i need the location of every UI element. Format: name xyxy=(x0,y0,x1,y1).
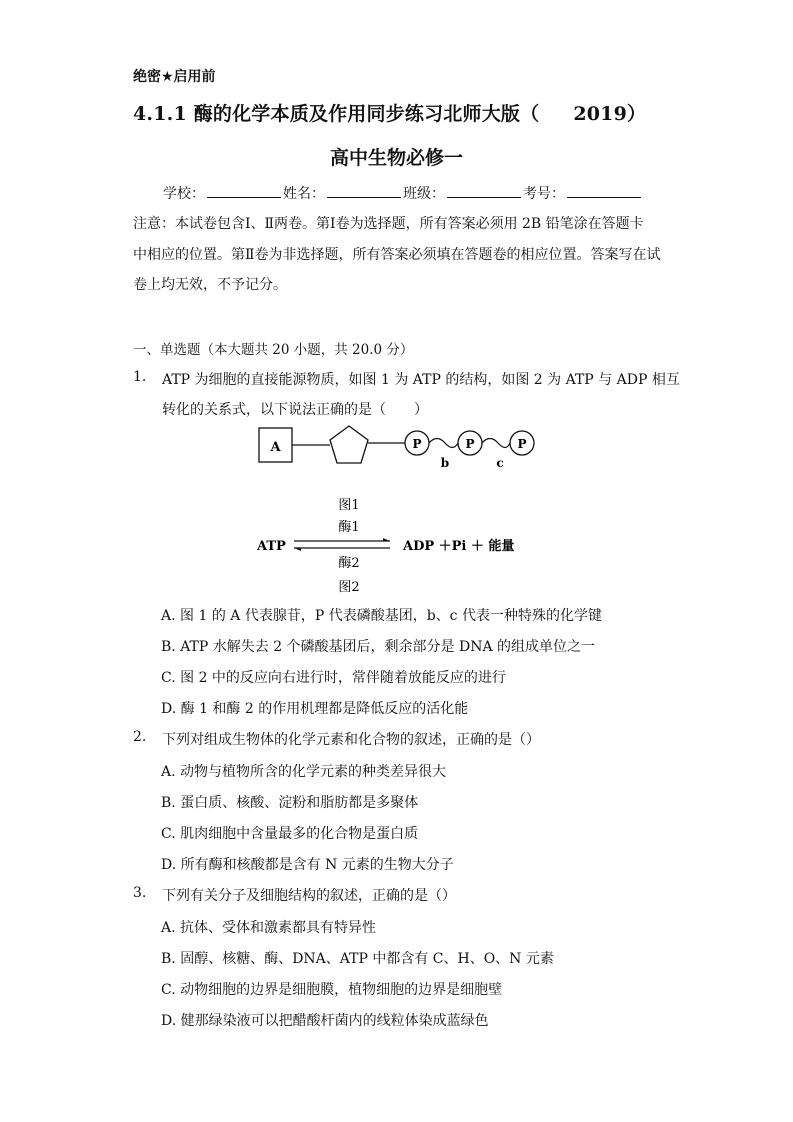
option-d[interactable]: D. 健那绿染液可以把醋酸杆菌内的线粒体染成蓝绿色 xyxy=(161,1013,489,1029)
school-label: 学校： xyxy=(163,186,205,202)
figure1-caption: 图1 xyxy=(338,498,360,513)
question-number: 2. xyxy=(133,729,147,745)
bond-b-label: b xyxy=(440,456,450,470)
figure2-caption: 图2 xyxy=(338,580,360,595)
title-line-1 xyxy=(133,99,646,126)
option-b[interactable]: B. ATP 水解失去 2 个磷酸基团后，剩余部分是 DNA 的组成单位之一 xyxy=(161,639,596,655)
enzyme1-label: 酶1 xyxy=(338,520,360,535)
name-blank[interactable] xyxy=(327,184,401,198)
name-label: 姓名： xyxy=(283,186,325,202)
title-part-b: 2019） xyxy=(573,103,647,125)
atp-adp-reaction-figure xyxy=(250,512,540,597)
number-blank[interactable] xyxy=(567,184,641,198)
title-line-2: 高中生物必修一 xyxy=(329,147,463,169)
student-info-row xyxy=(163,183,643,203)
option-a[interactable]: A. 抗体、受体和激素都具有特异性 xyxy=(161,920,377,936)
phosphate-label: P xyxy=(412,437,422,451)
option-c[interactable]: C. 肌肉细胞中含量最多的化合物是蛋白质 xyxy=(161,826,419,842)
high-energy-bond-b xyxy=(429,439,458,448)
phosphate-label: P xyxy=(465,437,475,451)
phosphate-label: P xyxy=(517,437,527,451)
title-part-a: 4.1.1 酶的化学本质及作用同步练习北师大版（ xyxy=(133,103,540,125)
atp-label: ATP xyxy=(257,539,286,554)
bond-c-label: c xyxy=(496,456,504,470)
atp-structure-figure xyxy=(250,420,550,515)
number-label: 考号： xyxy=(523,186,565,202)
products-label: ADP ＋Pi ＋ 能量 xyxy=(403,539,515,554)
school-blank[interactable] xyxy=(207,184,281,198)
option-d[interactable]: D. 酶 1 和酶 2 的作用机理都是降低反应的活化能 xyxy=(161,701,469,717)
high-energy-bond-c xyxy=(482,439,510,448)
question-number: 1. xyxy=(133,369,147,385)
option-c[interactable]: C. 动物细胞的边界是细胞膜，植物细胞的边界是细胞壁 xyxy=(161,982,503,998)
option-c[interactable]: C. 图 2 中的反应向右进行时，常伴随着放能反应的进行 xyxy=(161,670,506,686)
class-label: 班级： xyxy=(403,186,445,202)
note-line: 注意：本试卷包含Ⅰ、Ⅱ两卷。第Ⅰ卷为选择题，所有答案必须用 2B 铅笔涂在答题卡 xyxy=(133,216,644,232)
question-number: 3. xyxy=(133,885,147,901)
question-text: ATP 为细胞的直接能源物质，如图 1 为 ATP 的结构，如图 2 为 ATP 与 ADP 相互 xyxy=(162,372,680,388)
option-d[interactable]: D. 所有酶和核酸都是含有 N 元素的生物大分子 xyxy=(161,857,454,873)
option-a[interactable]: A. 图 1 的 A 代表腺苷，P 代表磷酸基团，b、c 代表一种特殊的化学键 xyxy=(161,608,602,624)
option-b[interactable]: B. 固醇、核糖、酶、DNA、ATP 中都含有 C、H、O、N 元素 xyxy=(161,951,554,967)
ribose-pentagon xyxy=(330,426,368,463)
note-line: 中相应的位置。第Ⅱ卷为非选择题，所有答案必须填在答题卷的相应位置。答案写在试 xyxy=(133,247,661,263)
note-line: 卷上均无效，不予记分。 xyxy=(133,277,287,293)
question-text: 下列有关分子及细胞结构的叙述，正确的是（） xyxy=(162,888,456,904)
option-b[interactable]: B. 蛋白质、核酸、淀粉和脂肪都是多聚体 xyxy=(161,795,419,811)
section-heading: 一、单选题（本大题共 20 小题，共 20.0 分） xyxy=(133,342,414,358)
confidential-label: 绝密★启用前 xyxy=(133,69,216,85)
class-blank[interactable] xyxy=(447,184,521,198)
question-text: 下列对组成生物体的化学元素和化合物的叙述，正确的是（） xyxy=(162,732,540,748)
adenine-label: A xyxy=(270,440,281,455)
option-a[interactable]: A. 动物与植物所含的化学元素的种类差异很大 xyxy=(161,764,447,780)
question-text: 转化的关系式，以下说法正确的是（ ） xyxy=(162,402,428,418)
enzyme2-label: 酶2 xyxy=(338,556,360,571)
